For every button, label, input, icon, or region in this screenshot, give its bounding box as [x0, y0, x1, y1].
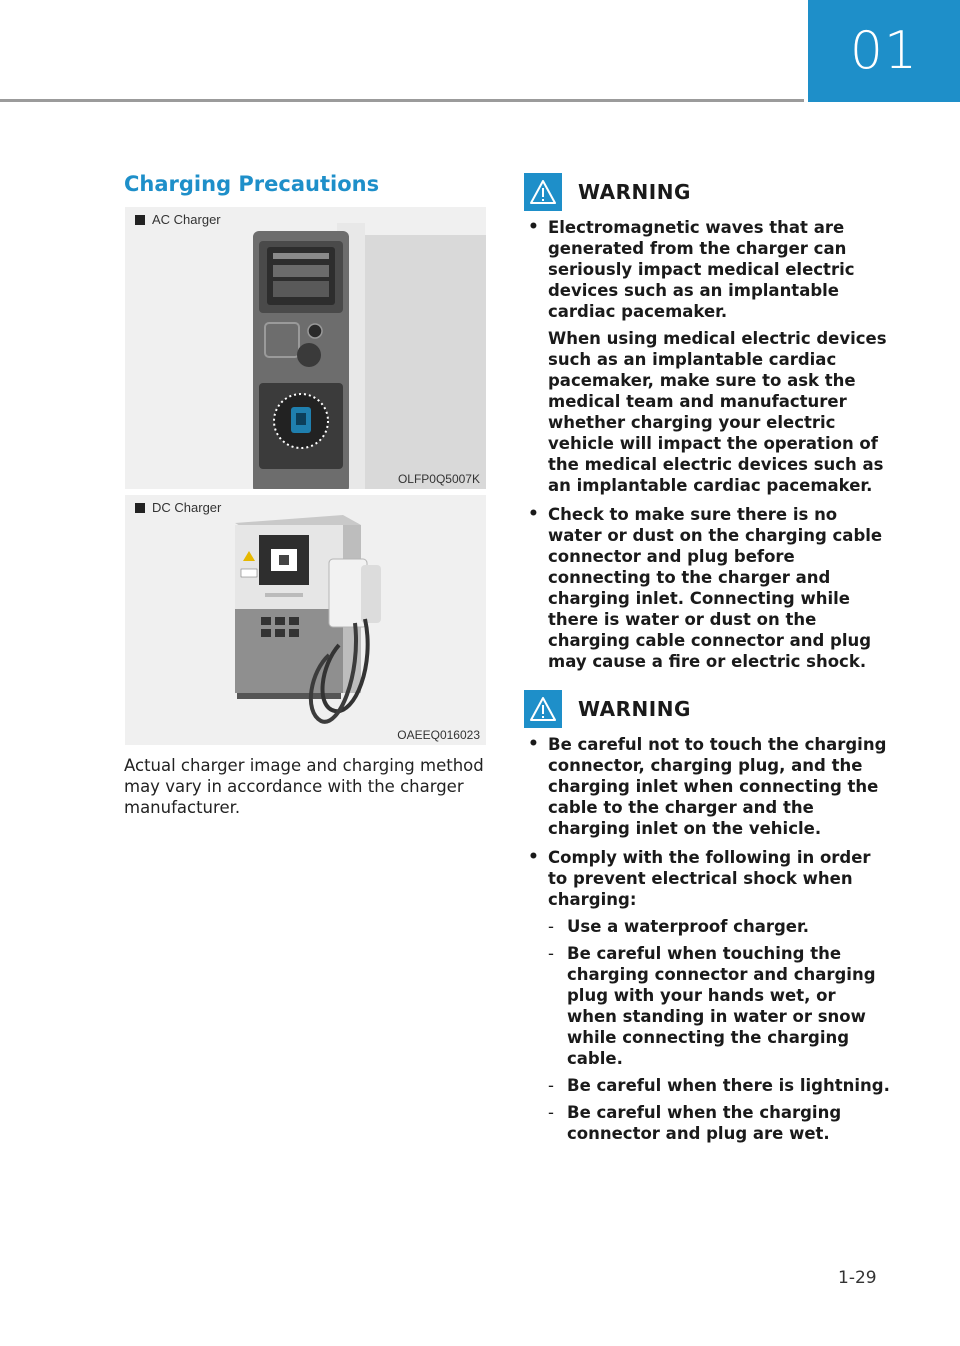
list-item: [524, 734, 890, 839]
dc-charger-figure: [125, 495, 486, 745]
warning-triangle-icon: [524, 690, 562, 728]
warning-text: When using medical electric devices such as an implantable cardiac pacemaker, make sure to ask the medical team and manufacturer whether charging your electric vehicle will impact the operation of the medical electric devices such as an implantable cardiac pacemaker.: [548, 329, 887, 495]
list-item: [524, 847, 890, 1144]
warning-title: WARNING: [578, 180, 691, 204]
header-rule: [0, 99, 804, 102]
sub-list-item: - Be careful when touching the charging connector and charging plug with your hands wet, or when standing in water or snow while connecting the charging cable.: [548, 943, 890, 1069]
dc-charger-caption-text: DC Charger: [152, 500, 222, 515]
caption-square-icon: [135, 503, 145, 513]
warning-block-1: [524, 173, 890, 680]
ac-charger-caption: [135, 212, 221, 227]
dc-charger-image: [125, 495, 486, 745]
list-item: [524, 504, 890, 672]
warning-list: [524, 217, 890, 672]
warning-text: • Electromagnetic waves that are generated from the charger can seriously impact medical electric devices such as an implantable cardiac pacemaker.: [548, 218, 855, 321]
chapter-tab: [808, 0, 960, 102]
page-number: 1-29: [838, 1268, 877, 1288]
sub-list-item: - Use a waterproof charger.: [548, 916, 890, 937]
warning-header: [524, 690, 890, 728]
dc-charger-code: OAEEQ016023: [397, 728, 480, 742]
section-title: Charging Precautions: [124, 172, 380, 196]
chapter-number: 01: [849, 21, 919, 81]
dc-charger-caption: [135, 500, 221, 515]
warning-list: [524, 734, 890, 1144]
ac-charger-image: [125, 207, 486, 489]
charger-note: Actual charger image and charging method may vary in accordance with the charger manufacturer.: [124, 756, 484, 817]
list-item: [524, 217, 890, 496]
warning-text: • Comply with the following in order to prevent electrical shock when charging:: [548, 848, 871, 909]
ac-charger-figure: [125, 207, 486, 489]
sub-list: [548, 916, 890, 1144]
warning-text: • Be careful not to touch the charging connector, charging plug, and the charging inlet when connecting the cable to the charger and the charging inlet on the vehicle.: [548, 735, 887, 838]
warning-title: WARNING: [578, 697, 691, 721]
warning-block-2: [524, 690, 890, 1152]
ac-charger-code: OLFP0Q5007K: [397, 472, 480, 486]
sub-list-item: - Be careful when the charging connector and plug are wet.: [548, 1102, 890, 1144]
ac-charger-caption-text: AC Charger: [152, 212, 221, 227]
caption-square-icon: [135, 215, 145, 225]
warning-text: • Check to make sure there is no water or dust on the charging cable connector and plug before connecting to the charger and charging inlet. Connecting while there is water or dust on the charging cable connector and plug may cause a fire or electric shock.: [548, 505, 883, 671]
sub-list-item: - Be careful when there is lightning.: [548, 1075, 890, 1096]
warning-triangle-icon: [524, 173, 562, 211]
warning-header: [524, 173, 890, 211]
